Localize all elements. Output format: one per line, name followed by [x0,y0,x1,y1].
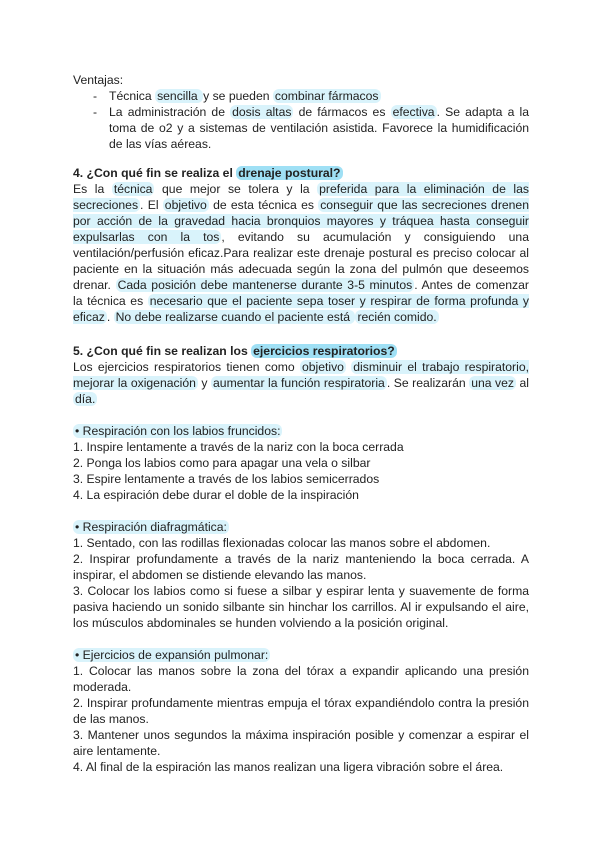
question-5-heading [73,343,529,359]
highlight: Cada posición debe mantenerse durante 3-5 minutos [117,278,413,292]
highlight: objetivo [301,360,344,374]
highlight: • Ejercicios de expansión pulmonar: [75,648,269,662]
text-run: Los ejercicios respiratorios tienen como [73,360,300,374]
highlight: conseguir que las secreciones drenen por acción de la gravedad hacia bronquios mayores y tráquea hasta conseguir expulsarlas con la tos [73,198,529,244]
text-run: 5. ¿Con qué fin se realizan los [73,344,252,358]
text-run: de esta técnica es [208,198,319,212]
list-item: 1. Colocar las manos sobre la zona del tórax a expandir aplicando una presión moderada. [73,664,529,694]
highlight: sencilla [157,89,202,103]
text-run: . Se adapta a la toma de o2 y a sistemas de ventilación asistida. Favorece la humidificación de las vías aéreas. [109,105,529,151]
text-run: . Antes de comenzar la técnica es [73,278,529,308]
section-labios-fruncidos [73,423,529,439]
list-item: 4. Al final de la espiración las manos realizan una ligera vibración sobre el área. [73,760,504,774]
highlight: disminuir el trabajo respiratorio, mejorar la oxigenación [73,360,529,390]
highlight: efectiva [392,105,435,119]
text-run: y se pueden [203,89,273,103]
dash-marker: - [93,105,98,119]
text-run: . [106,310,114,324]
highlight: objetivo [164,198,207,212]
highlight: • Respiración diafragmática: [75,520,227,534]
question-5-paragraph [73,359,529,407]
text-run: 4. ¿Con qué fin se realiza el [73,166,237,180]
highlight: necesario que el paciente sepa toser y respirar de forma profunda y eficaz [73,294,529,324]
list-item: 3. Mantener unos segundos la máxima inspiración posible y comenzar a espirar el aire lentamente. [73,728,529,758]
spacer [73,503,529,519]
text-run: al [516,376,530,390]
text-run: Técnica [109,89,156,103]
ventajas-item-1 [93,88,529,104]
ventajas-title: Ventajas: [73,73,124,87]
spacer [73,325,529,341]
list-item: 1. Inspire lentamente a través de la nariz con la boca cerrada [73,440,404,454]
highlight: combinar fármacos [274,89,379,103]
section-diafragmatica [73,519,529,535]
list-item: 4. La espiración debe durar el doble de la inspiración [73,488,359,502]
highlight: técnica [113,182,153,196]
highlight: preferida para la eliminación de las secreciones [73,182,530,212]
question-4-heading [73,165,529,181]
highlight: día. [75,392,96,406]
section-expansion-pulmonar [73,647,529,663]
spacer [73,407,529,423]
highlight: ejercicios respiratorios? [253,344,395,358]
document-content [73,72,529,775]
list-item: 2. Ponga los labios como para apagar una vela o silbar [73,456,371,470]
highlight: aumentar la función respiratoria [213,376,385,390]
text-run: , evitando su acumulación y consiguiendo una ventilación/perfusión eficaz.Para realizar este drenaje postural es preciso colocar al paciente en la situación más adecuada según la zona del pulmón que deseemos drenar. [73,230,529,292]
text-run: y [197,376,212,390]
highlight: No debe realizarse cuando el paciente está [115,310,354,324]
highlight: recién comido. [357,310,437,324]
text-run: Es la [73,182,112,196]
list-item: 3. Colocar los labios como si fuese a silbar y espirar lenta y suavemente de forma pasiva haciendo un sonido silbante sin hinchar los carrillos. Al ir expulsando el aire, los músculos abdominales se hunden volviendo a la posición original. [73,584,529,630]
text-run: . El [140,198,163,212]
question-4-paragraph [73,181,529,325]
list-item: 2. Inspirar profundamente a través de la nariz manteniendo la boca cerrada. A inspirar, el abdomen se distiende elevando las manos. [73,552,529,582]
highlight: • Respiración con los labios fruncidos: [75,424,281,438]
highlight: drenaje postural? [238,166,341,180]
text-run: que mejor se tolera y la [154,182,318,196]
spacer [73,631,529,647]
text-run: de fármacos es [293,105,391,119]
highlight: dosis altas [232,105,292,119]
list-item: 2. Inspirar profundamente mientras empuja el tórax expandiéndolo contra la presión de las manos. [73,696,529,726]
dash-marker: - [93,89,98,103]
list-item: 1. Sentado, con las rodillas flexionadas colocar las manos sobre el abdomen. [73,536,491,550]
text-run: . Se realizarán [386,376,470,390]
highlight: una vez [471,376,515,390]
ventajas-item-2 [93,104,529,152]
list-item: 3. Espire lentamente a través de los labios semicerrados [73,472,380,486]
text-run: La administración de [109,105,231,119]
ventajas-list [73,88,529,152]
